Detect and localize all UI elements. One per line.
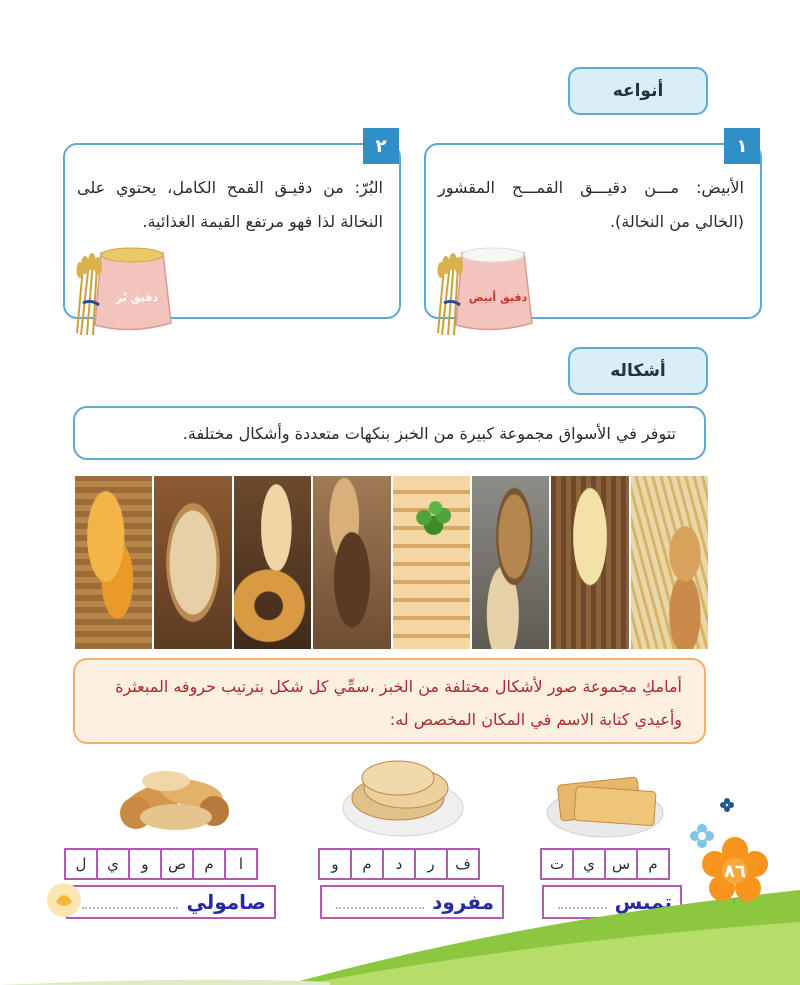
card-whole-wheat-flour (63, 135, 401, 319)
card-description: البُرّ: من دقيـق القمح الكامل، يحتوي على النخالة لذا فهو مرتفع القيمة الغذائية. (77, 178, 383, 231)
letter-tile: و (128, 848, 162, 880)
letter-tile: س (604, 848, 638, 880)
card-number-badge: ١ (724, 128, 760, 164)
letter-tile: د (382, 848, 416, 880)
letter-tile: م (636, 848, 670, 880)
letter-tile: ر (414, 848, 448, 880)
white-flour-sack-icon (432, 243, 542, 339)
letter-tile: ص (160, 848, 194, 880)
parsley-icon (393, 476, 470, 649)
bread-photo-strip (73, 476, 708, 649)
availability-statement: تتوفر في الأسواق مجموعة كبيرة من الخبز بنكهات متعددة وأشكال مختلفة. (73, 406, 706, 460)
scrambled-letters-3 (66, 848, 258, 880)
samouli-bread-image (96, 755, 246, 840)
bread-photo-pita-stack (391, 476, 470, 649)
answer-text: مفرود (432, 890, 494, 914)
exercise-instructions: أمامكِ مجموعة صور لأشكال مختلفة من الخبز ،سمِّي كل شكل بترتيب حروفه المبعثرة وأعيدي كتابة الاسم في المكان المخصص له: (73, 658, 706, 744)
small-blue-flower-icon (690, 824, 714, 848)
bread-photo-rustic (311, 476, 390, 649)
answer-text: تميس (614, 890, 672, 914)
letter-tile: ي (572, 848, 606, 880)
small-dark-flower-icon (720, 798, 734, 812)
letter-tile: ا (224, 848, 258, 880)
scrambled-letters-1 (542, 848, 670, 880)
answer-text: صامولي (186, 890, 266, 914)
scrambled-letters-2 (320, 848, 480, 880)
mafrood-bread-image (340, 748, 466, 840)
ground-swoosh-decoration (0, 880, 800, 985)
section-title-shapes: أشكاله (568, 347, 708, 395)
bread-photo-wheat (629, 476, 708, 649)
letter-tile: ف (446, 848, 480, 880)
letter-tile: ي (96, 848, 130, 880)
letter-tile: ت (540, 848, 574, 880)
card-number-badge: ٢ (363, 128, 399, 164)
letter-tile: م (192, 848, 226, 880)
letter-tile: ل (64, 848, 98, 880)
letter-tile: م (350, 848, 384, 880)
bread-photo-grains (470, 476, 549, 649)
tamees-bread-image (545, 765, 665, 840)
card-description: الأبيض: مـــن دقيـــق القمـــح المقشور (الخالي من النخالة). (438, 178, 744, 231)
sack-label: دقيق بُر (115, 291, 159, 304)
page-number: ٨٦ (724, 861, 746, 882)
bread-photo-loaf (152, 476, 231, 649)
whole-wheat-sack-icon (71, 243, 181, 339)
letter-tile: و (318, 848, 352, 880)
bread-photo-croissants (73, 476, 152, 649)
sack-label: دقيق أبيض (468, 291, 528, 304)
card-white-flour (424, 135, 762, 319)
section-title-types: أنواعه (568, 67, 708, 115)
bread-photo-bagels (232, 476, 311, 649)
publisher-logo-icon (44, 880, 84, 920)
bread-photo-garlic-bread (549, 476, 628, 649)
